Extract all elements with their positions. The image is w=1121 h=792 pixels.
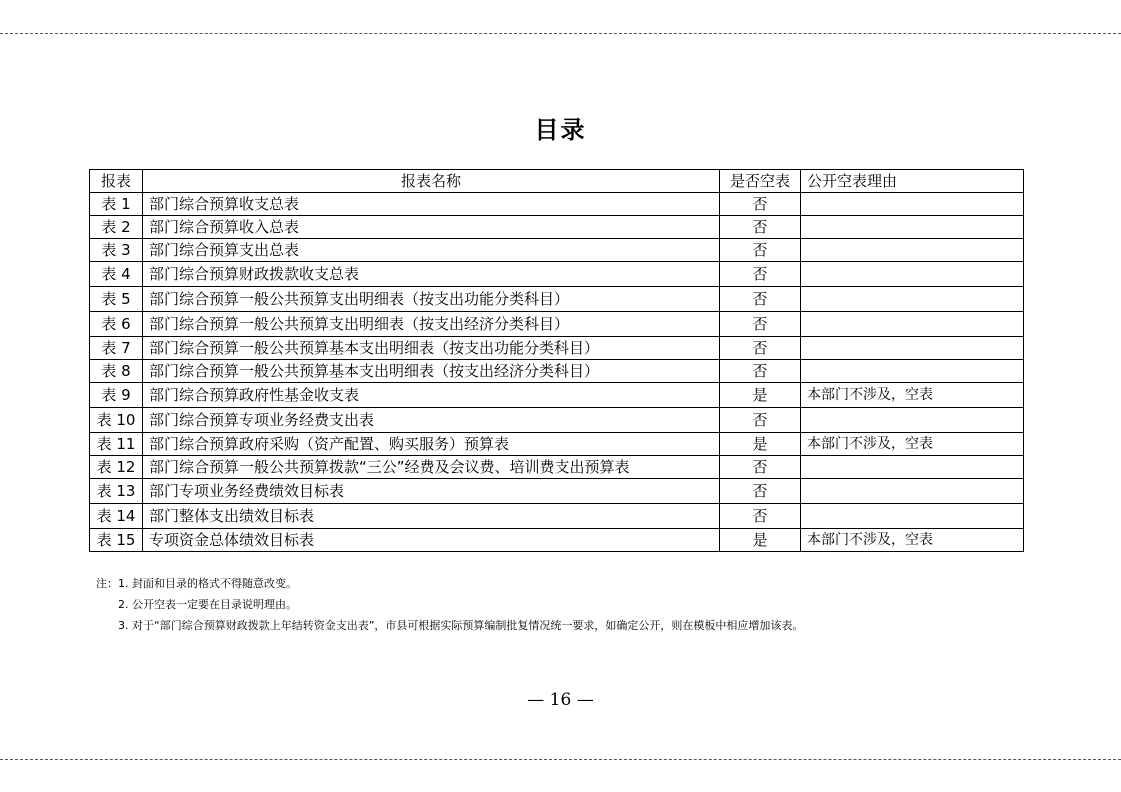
- row-reason: [801, 216, 1024, 239]
- row-is-empty: 是: [720, 433, 801, 456]
- header-report-name: 报表名称: [143, 170, 720, 193]
- table-row: [90, 312, 1024, 337]
- row-report-id: 表 1: [90, 193, 143, 216]
- note-3: 3. 对于“部门综合预算财政拨款上年结转资金支出表”，市县可根据实际预算编制批复情况统一要求，如确定公开，则在模板中相应增加该表。: [118, 619, 804, 632]
- row-reason: [801, 479, 1024, 504]
- row-report-id: 表 10: [90, 408, 143, 433]
- row-report-id: 表 5: [90, 287, 143, 312]
- row-is-empty: 否: [720, 193, 801, 216]
- row-is-empty: 否: [720, 312, 801, 337]
- row-report-id: 表 9: [90, 383, 143, 408]
- row-is-empty: 否: [720, 479, 801, 504]
- note-1: 注：1. 封面和目录的格式不得随意改变。: [96, 577, 297, 590]
- row-is-empty: 否: [720, 360, 801, 383]
- table-row: [90, 433, 1024, 456]
- page-title: 目录: [534, 115, 587, 144]
- bottom-dashed-border: [0, 759, 1121, 760]
- table-row: [90, 337, 1024, 360]
- row-reason: [801, 239, 1024, 262]
- row-is-empty: 是: [720, 383, 801, 408]
- row-report-name: 部门综合预算一般公共预算拨款“三公”经费及会议费、培训费支出预算表: [143, 456, 720, 479]
- row-reason: 本部门不涉及，空表: [801, 383, 1024, 408]
- row-reason: [801, 287, 1024, 312]
- row-reason: [801, 360, 1024, 383]
- row-report-id: 表 14: [90, 504, 143, 529]
- row-report-name: 部门综合预算收入总表: [143, 216, 720, 239]
- note-2: 2. 公开空表一定要在目录说明理由。: [118, 598, 297, 611]
- row-reason: [801, 193, 1024, 216]
- row-is-empty: 否: [720, 456, 801, 479]
- table-row: [90, 262, 1024, 287]
- table-row: [90, 504, 1024, 529]
- row-report-name: 部门综合预算政府性基金收支表: [143, 383, 720, 408]
- table-row: [90, 383, 1024, 408]
- row-reason: [801, 504, 1024, 529]
- row-report-name: 部门综合预算一般公共预算支出明细表（按支出经济分类科目）: [143, 312, 720, 337]
- notes: [96, 573, 803, 636]
- row-is-empty: 否: [720, 239, 801, 262]
- header-report: 报表: [90, 170, 143, 193]
- top-dashed-border: [0, 33, 1121, 34]
- row-report-name: 部门综合预算支出总表: [143, 239, 720, 262]
- table-row: [90, 360, 1024, 383]
- table-row: [90, 216, 1024, 239]
- row-report-name: 部门综合预算一般公共预算基本支出明细表（按支出功能分类科目）: [143, 337, 720, 360]
- toc-table: [89, 169, 1024, 552]
- row-report-id: 表 8: [90, 360, 143, 383]
- row-reason: 本部门不涉及，空表: [801, 529, 1024, 552]
- table-row: [90, 287, 1024, 312]
- row-reason: [801, 337, 1024, 360]
- table-row: [90, 456, 1024, 479]
- row-is-empty: 是: [720, 529, 801, 552]
- row-reason: [801, 312, 1024, 337]
- row-reason: [801, 262, 1024, 287]
- row-is-empty: 否: [720, 287, 801, 312]
- row-is-empty: 否: [720, 216, 801, 239]
- row-report-name: 部门综合预算一般公共预算基本支出明细表（按支出经济分类科目）: [143, 360, 720, 383]
- row-report-id: 表 11: [90, 433, 143, 456]
- table-header-row: [90, 170, 1024, 193]
- row-report-id: 表 7: [90, 337, 143, 360]
- row-report-name: 部门综合预算专项业务经费支出表: [143, 408, 720, 433]
- row-report-name: 部门综合预算收支总表: [143, 193, 720, 216]
- row-is-empty: 否: [720, 337, 801, 360]
- table-row: [90, 529, 1024, 552]
- row-report-id: 表 2: [90, 216, 143, 239]
- row-report-id: 表 4: [90, 262, 143, 287]
- row-report-name: 部门综合预算一般公共预算支出明细表（按支出功能分类科目）: [143, 287, 720, 312]
- row-report-id: 表 12: [90, 456, 143, 479]
- row-is-empty: 否: [720, 408, 801, 433]
- row-is-empty: 否: [720, 262, 801, 287]
- row-report-name: 部门专项业务经费绩效目标表: [143, 479, 720, 504]
- row-reason: 本部门不涉及，空表: [801, 433, 1024, 456]
- row-report-id: 表 3: [90, 239, 143, 262]
- table-row: [90, 193, 1024, 216]
- row-reason: [801, 456, 1024, 479]
- table-row: [90, 479, 1024, 504]
- row-report-id: 表 13: [90, 479, 143, 504]
- toc-body: [90, 193, 1024, 552]
- header-is-empty: 是否空表: [720, 170, 801, 193]
- row-reason: [801, 408, 1024, 433]
- table-row: [90, 408, 1024, 433]
- row-report-name: 专项资金总体绩效目标表: [143, 529, 720, 552]
- row-report-id: 表 15: [90, 529, 143, 552]
- row-report-id: 表 6: [90, 312, 143, 337]
- table-row: [90, 239, 1024, 262]
- page-number: — 16 —: [527, 690, 594, 710]
- header-reason: 公开空表理由: [801, 170, 1024, 193]
- row-report-name: 部门整体支出绩效目标表: [143, 504, 720, 529]
- row-is-empty: 否: [720, 504, 801, 529]
- row-report-name: 部门综合预算财政拨款收支总表: [143, 262, 720, 287]
- row-report-name: 部门综合预算政府采购（资产配置、购买服务）预算表: [143, 433, 720, 456]
